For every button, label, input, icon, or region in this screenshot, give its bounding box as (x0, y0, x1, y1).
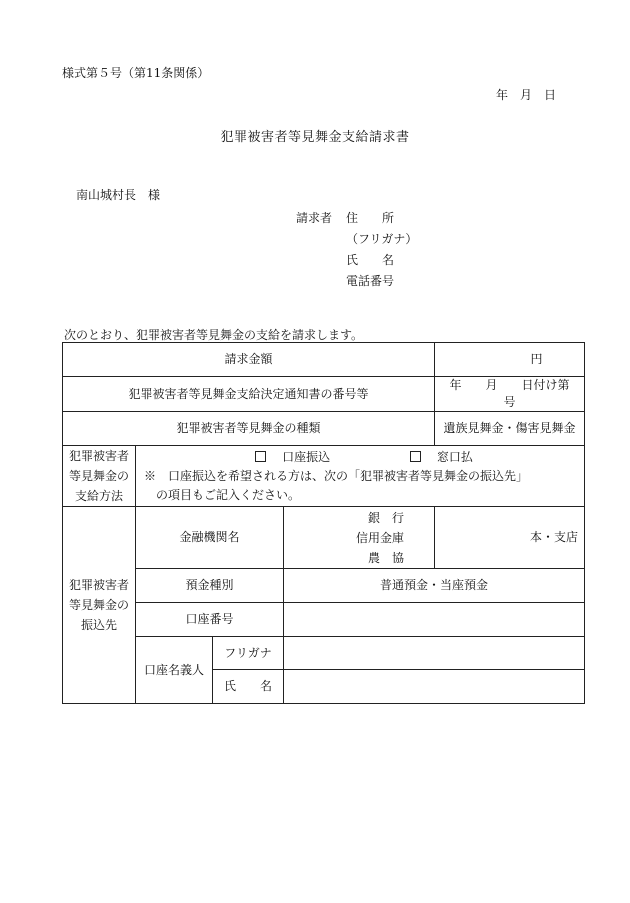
table-row (63, 603, 585, 637)
type-field[interactable]: 遺族見舞金・傷害見舞金 (435, 412, 585, 446)
amount-label: 請求金額 (63, 343, 435, 377)
account-number-field[interactable] (284, 603, 585, 637)
agri-coop-option: 農 協 (368, 550, 405, 565)
institution-name-field[interactable] (284, 507, 435, 569)
form-number: 様式第５号（第11条関係） (62, 66, 210, 80)
method-note-line: の項目もご記入ください。 (156, 487, 301, 502)
claimant-address-field[interactable]: 住 所 (346, 211, 395, 225)
bank-transfer-checkbox[interactable] (255, 451, 266, 462)
branch-label: 本・支店 (530, 530, 579, 544)
counter-payment-checkbox[interactable] (410, 451, 421, 462)
institution-label: 金融機関名 (136, 507, 284, 569)
claim-table (62, 342, 606, 704)
method-label (63, 446, 136, 507)
holder-name-label: 氏 名 (213, 670, 284, 704)
claimant-phone-field[interactable]: 電話番号 (346, 274, 395, 288)
type-label: 犯罪被害者等見舞金の種類 (63, 412, 435, 446)
date-line[interactable]: 年 月 日 (495, 88, 556, 102)
amount-field[interactable] (435, 343, 585, 377)
counter-payment-label: 窓口払 (436, 449, 473, 464)
table-row (63, 446, 585, 507)
document-title: 犯罪被害者等見舞金支給請求書 (220, 130, 410, 145)
account-number-label: 口座番号 (136, 603, 284, 637)
method-label-line: 等見舞金の (68, 469, 129, 483)
table-row (63, 507, 585, 569)
intro-text: 次のとおり、犯罪被害者等見舞金の支給を請求します。 (64, 328, 364, 342)
destination-label-line: 犯罪被害者 (68, 578, 129, 592)
bank-option: 銀 行 (368, 510, 405, 525)
holder-furigana-label: フリガナ (213, 637, 284, 670)
branch-field[interactable] (435, 507, 585, 569)
destination-label-line: 振込先 (80, 618, 117, 632)
deposit-type-label: 預金種別 (136, 569, 284, 603)
method-note-line: ※ 口座振込を希望される方は、次の「犯罪被害者等見舞金の振込先」 (144, 468, 529, 483)
notice-label: 犯罪被害者等見舞金支給決定通知書の番号等 (63, 377, 435, 412)
method-label-line: 支給方法 (74, 489, 123, 503)
account-holder-label: 口座名義人 (136, 637, 213, 704)
claimant-furigana-field[interactable]: （フリガナ） (346, 232, 418, 246)
credit-union-option: 信用金庫 (356, 530, 405, 545)
claimant-block (296, 207, 417, 291)
table-row (63, 343, 585, 377)
holder-name-field[interactable] (284, 670, 585, 704)
notice-number-field[interactable]: 年 月 日付け第 号 (435, 377, 585, 412)
holder-furigana-field[interactable] (284, 637, 585, 670)
table-row (63, 377, 585, 412)
table-row (63, 569, 585, 603)
claimant-name-field[interactable]: 氏 名 (346, 253, 395, 267)
destination-label-line: 等見舞金の (68, 598, 129, 612)
method-label-line: 犯罪被害者 (68, 449, 129, 463)
table-row (63, 637, 585, 670)
destination-label (63, 507, 136, 704)
amount-unit: 円 (530, 352, 543, 366)
bank-transfer-label: 口座振込 (282, 449, 331, 464)
method-cell (136, 446, 585, 507)
addressee: 南山城村長 様 (76, 188, 161, 202)
deposit-type-field[interactable]: 普通預金・当座預金 (284, 569, 585, 603)
claimant-label: 請求者 (296, 211, 333, 225)
table-row (63, 412, 585, 446)
